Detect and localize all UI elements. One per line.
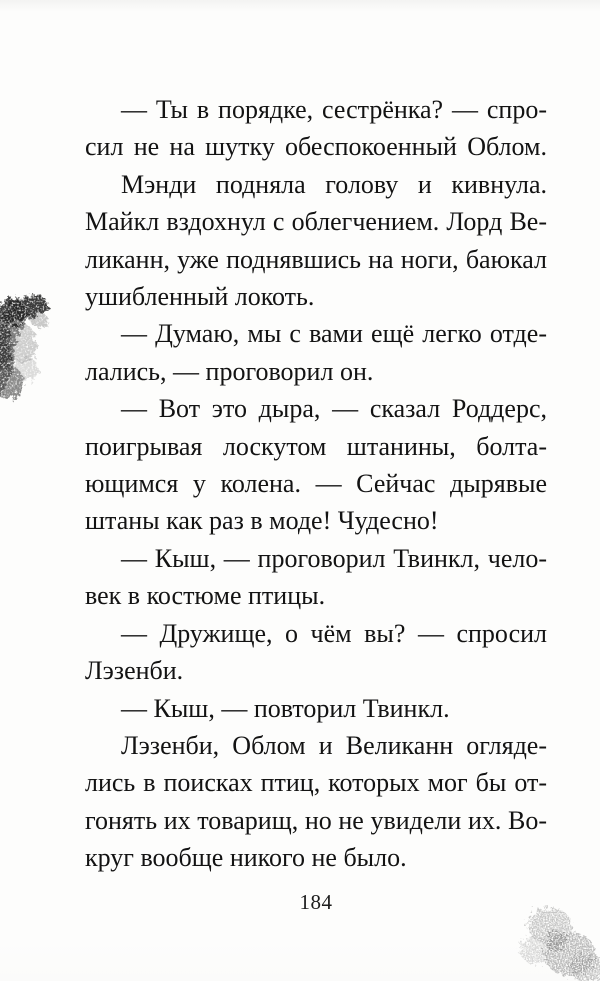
paragraph: [85, 390, 547, 540]
text-line: — Кыш, — повторил Твинкл.: [121, 693, 450, 723]
text-line: Лэзенби.: [85, 656, 184, 686]
page-number: 184: [299, 890, 333, 914]
text-line: век в костюме птицы.: [85, 581, 326, 611]
paragraph: [85, 540, 547, 615]
paragraph: [85, 727, 547, 877]
text-line: — Кыш, — проговорил Твинкл, чело-: [121, 543, 547, 573]
text-line: Лэзенби, Облом и Великанн огляде-: [121, 730, 547, 760]
text-line: — Вот это дыра, — сказал Роддерс,: [121, 394, 547, 424]
text-line: круг вообще никого не было.: [85, 843, 407, 873]
text-line: поигрывая лоскутом штанины, болта-: [85, 431, 547, 461]
text-line: ликанн, уже поднявшись на ноги, баюкал: [85, 244, 547, 274]
text-line: лись в поисках птиц, которых мог бы от-: [85, 768, 547, 798]
text-line: — Думаю, мы с вами ещё легко отде-: [121, 319, 547, 349]
text-line: лались, — проговорил он.: [85, 356, 374, 386]
text-block: [85, 91, 547, 877]
paragraph: [85, 690, 547, 727]
text-line: — Дружище, о чём вы? — спросил: [121, 618, 547, 648]
paragraph: [85, 615, 547, 690]
paragraph: [85, 166, 547, 316]
paragraph: [85, 315, 547, 390]
paragraph: [85, 91, 547, 166]
text-line: ющимся у колена. — Сейчас дырявые: [85, 469, 547, 499]
text-line: сил не на шутку обеспокоенный Облом.: [85, 132, 547, 162]
text-line: гонять их товарищ, но не увидели их. Во-: [85, 805, 547, 835]
text-line: ушибленный локоть.: [85, 282, 315, 312]
text-line: штаны как раз в моде! Чудесно!: [85, 506, 439, 536]
text-line: Майкл вздохнул с облегчением. Лорд Ве-: [85, 207, 547, 237]
ink-smudge-left: [0, 281, 66, 413]
text-line: — Ты в порядке, сестрёнка? — спро-: [121, 95, 547, 124]
text-line: Мэнди подняла голову и кивнула.: [121, 169, 547, 199]
